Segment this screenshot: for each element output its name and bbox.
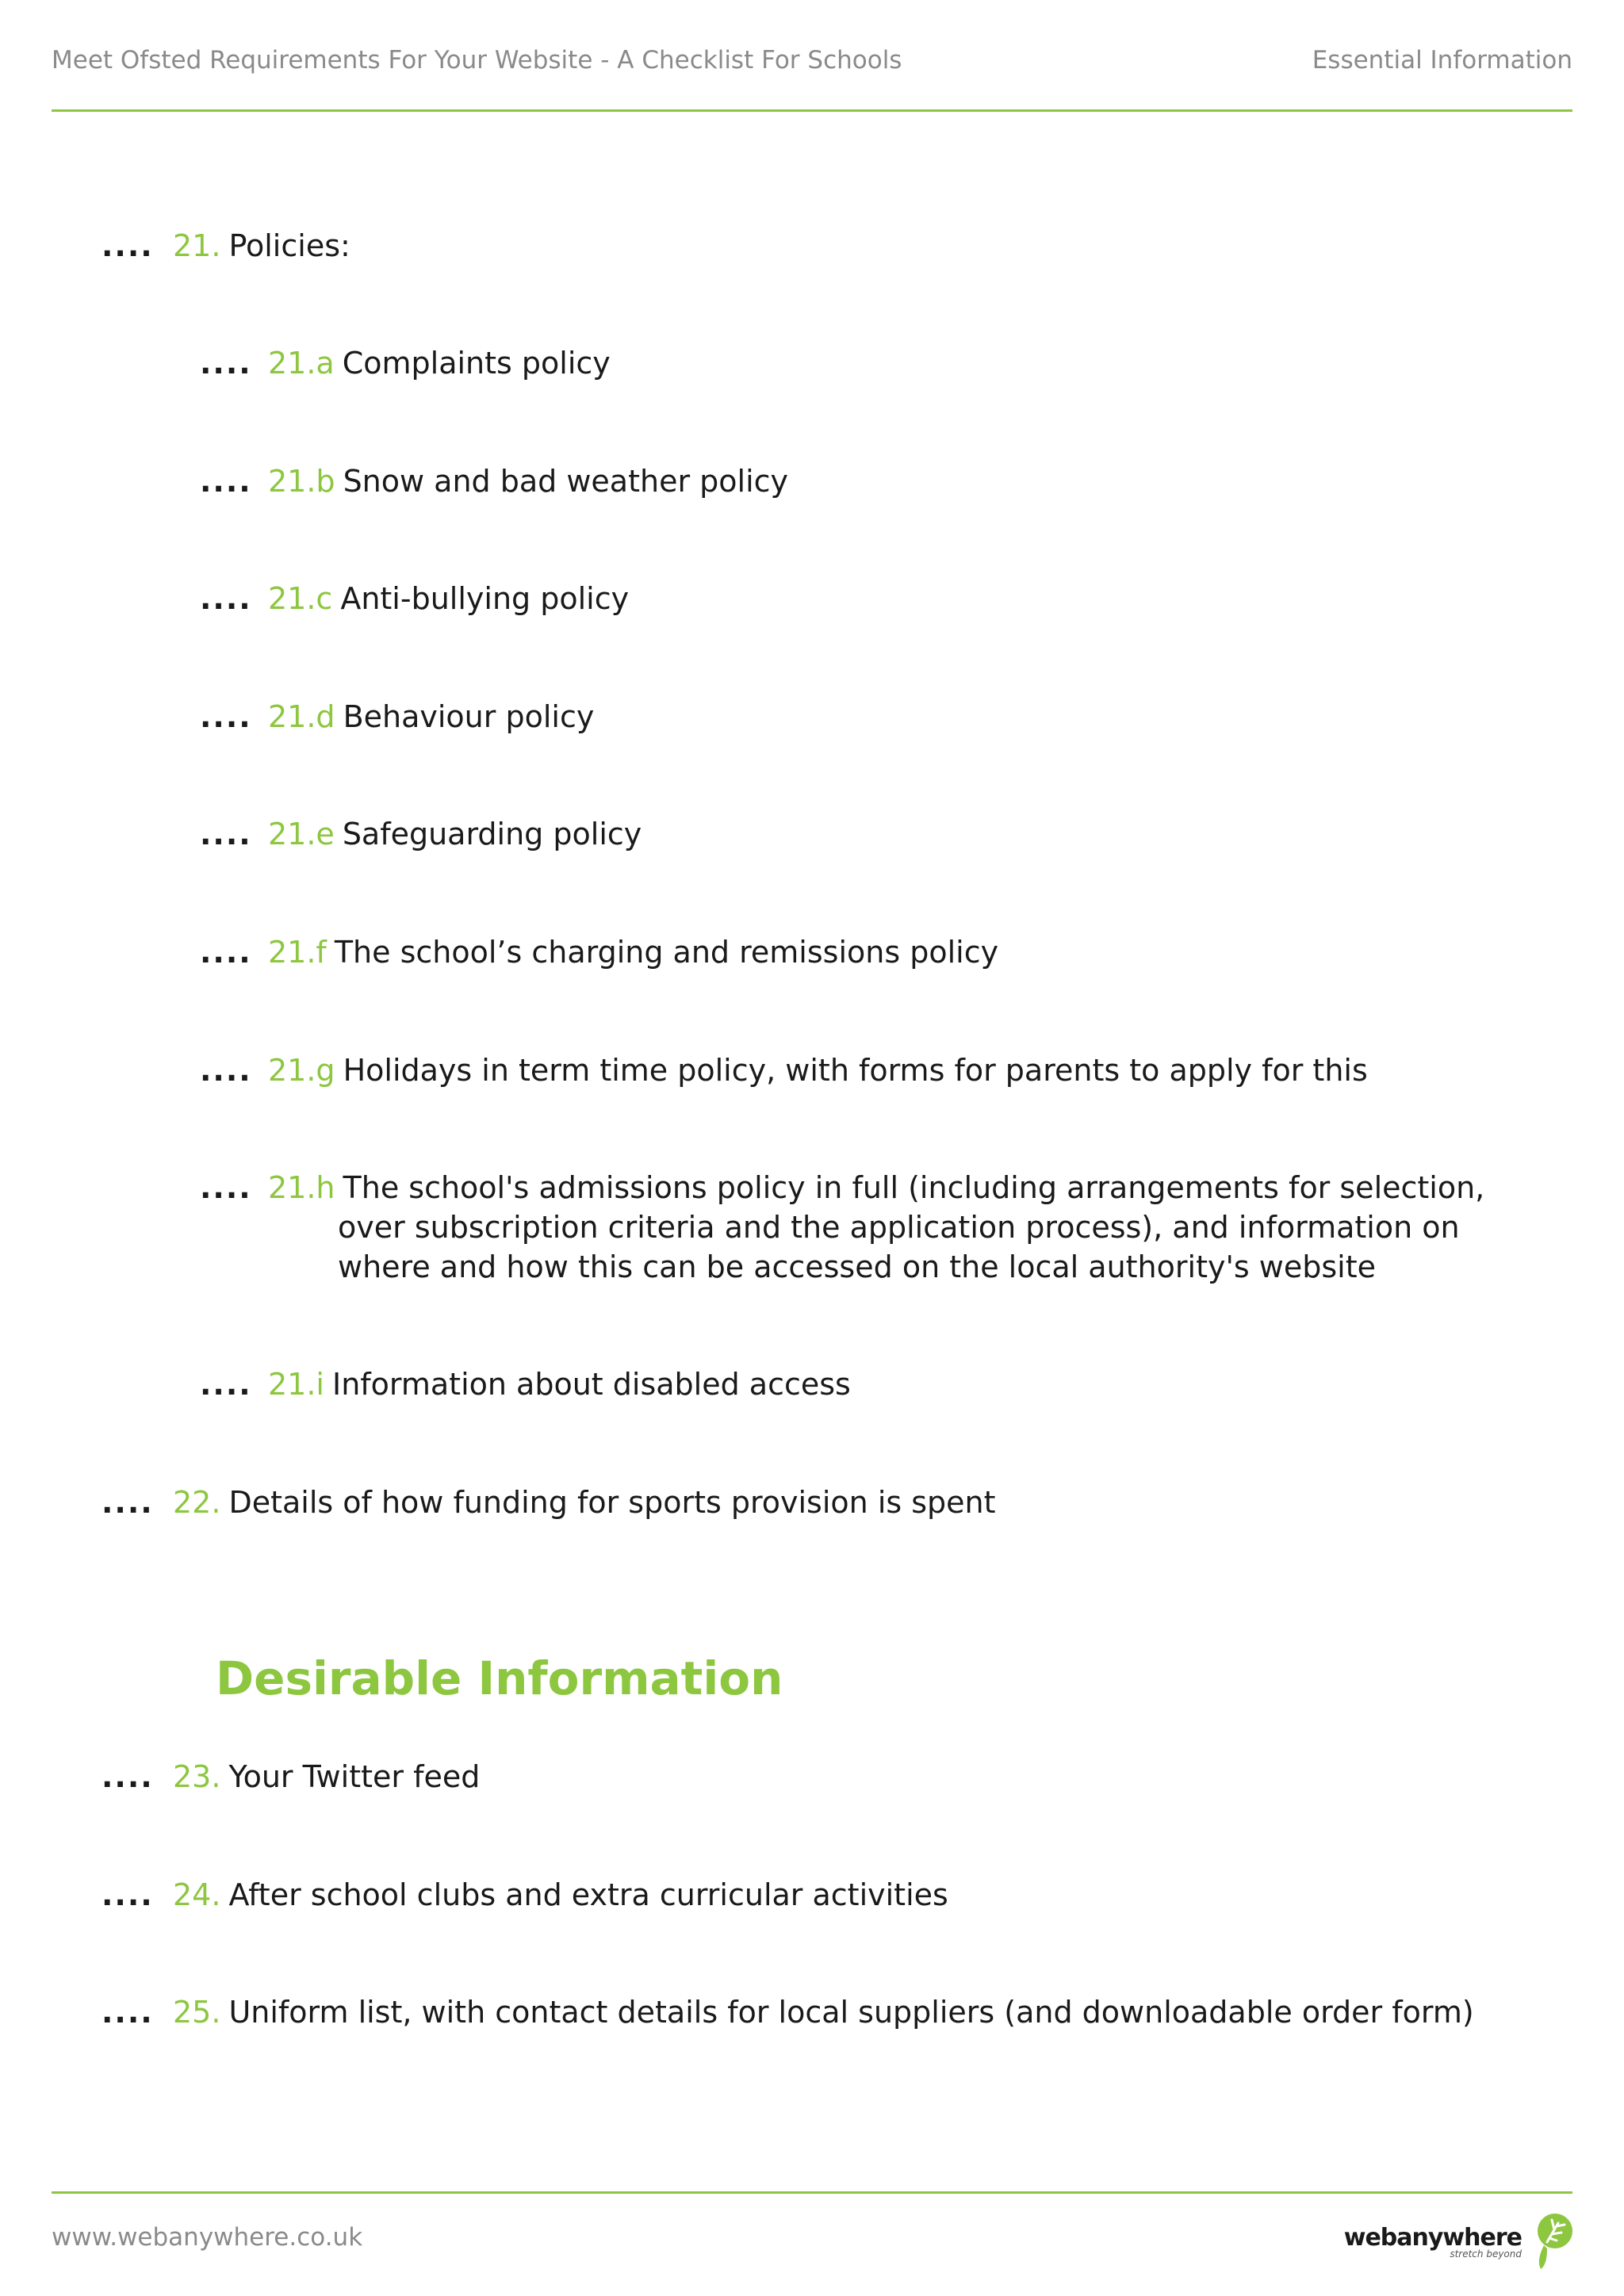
bullet-dots: .... (102, 1485, 154, 1520)
item-number: 21.e (268, 817, 335, 851)
list-item (200, 343, 611, 383)
footer-url: www.webanywhere.co.uk (52, 2223, 363, 2252)
bullet-dots: .... (102, 1877, 154, 1912)
list-item (200, 697, 594, 737)
bullet-dots: .... (200, 699, 252, 734)
item-number: 24. (173, 1877, 221, 1912)
item-text: Your Twitter feed (228, 1759, 481, 1794)
bullet-dots: .... (102, 1995, 154, 2030)
list-item (102, 1875, 948, 1915)
item-number: 21. (173, 228, 221, 263)
item-number: 21.i (268, 1367, 324, 1402)
item-text: After school clubs and extra curricular activities (228, 1877, 948, 1912)
bullet-dots: .... (200, 1367, 252, 1402)
list-item (200, 1168, 1484, 1287)
item-text: Snow and bad weather policy (343, 464, 789, 499)
list-item (102, 1992, 1474, 2032)
leaf-logo-icon (1528, 2210, 1572, 2272)
item-text: Holidays in term time policy, with forms for parents to apply for this (343, 1053, 1368, 1088)
item-number: 22. (173, 1485, 221, 1520)
bullet-dots: .... (200, 581, 252, 616)
bullet-dots: .... (200, 464, 252, 499)
list-item (102, 1757, 480, 1797)
list-item (200, 932, 998, 972)
footer-divider (52, 2191, 1572, 2194)
logo-tagline: stretch beyond (1450, 2248, 1522, 2260)
list-item (102, 226, 350, 266)
bullet-dots: .... (102, 228, 154, 263)
item-number: 23. (173, 1759, 221, 1794)
item-text: Safeguarding policy (342, 817, 642, 851)
item-text: The school's admissions policy in full (including arrangements for selection, (343, 1170, 1485, 1205)
list-item (200, 579, 629, 618)
list-item (200, 1364, 851, 1404)
list-item (200, 1050, 1368, 1090)
item-number: 21.f (268, 935, 327, 970)
item-number: 21.h (268, 1170, 335, 1205)
list-item (200, 814, 642, 854)
webanywhere-logo (1344, 2210, 1572, 2272)
bullet-dots: .... (200, 346, 252, 381)
list-item (200, 461, 788, 501)
item-number: 21.g (268, 1053, 335, 1088)
item-number: 21.d (268, 699, 335, 734)
item-text: Complaints policy (342, 346, 611, 381)
section-label: Essential Information (1312, 46, 1572, 75)
logo-wordmark: webanywhere (1343, 2223, 1522, 2252)
section-heading: Desirable Information (216, 1651, 783, 1705)
item-text: Details of how funding for sports provision is spent (228, 1485, 996, 1520)
item-text: Information about disabled access (332, 1367, 851, 1402)
item-text: Policies: (228, 228, 350, 263)
item-text-continued: over subscription criteria and the application process), and information on (338, 1210, 1460, 1245)
item-text: Anti-bullying policy (340, 581, 630, 616)
bullet-dots: .... (200, 1170, 252, 1205)
bullet-dots: .... (200, 935, 252, 970)
bullet-dots: .... (102, 1759, 154, 1794)
page-header (52, 46, 1572, 112)
item-text: The school’s charging and remissions policy (334, 935, 999, 970)
item-text: Uniform list, with contact details for local suppliers (and downloadable order form) (228, 1995, 1474, 2030)
bullet-dots: .... (200, 1053, 252, 1088)
bullet-dots: .... (200, 817, 252, 851)
item-text: Behaviour policy (343, 699, 595, 734)
item-number: 25. (173, 1995, 221, 2030)
document-title: Meet Ofsted Requirements For Your Website - A Checklist For Schools (52, 46, 902, 75)
list-item (102, 1483, 996, 1522)
item-number: 21.c (268, 581, 333, 616)
item-text-continued: where and how this can be accessed on the local authority's website (338, 1249, 1376, 1284)
item-number: 21.b (268, 464, 335, 499)
item-number: 21.a (268, 346, 335, 381)
